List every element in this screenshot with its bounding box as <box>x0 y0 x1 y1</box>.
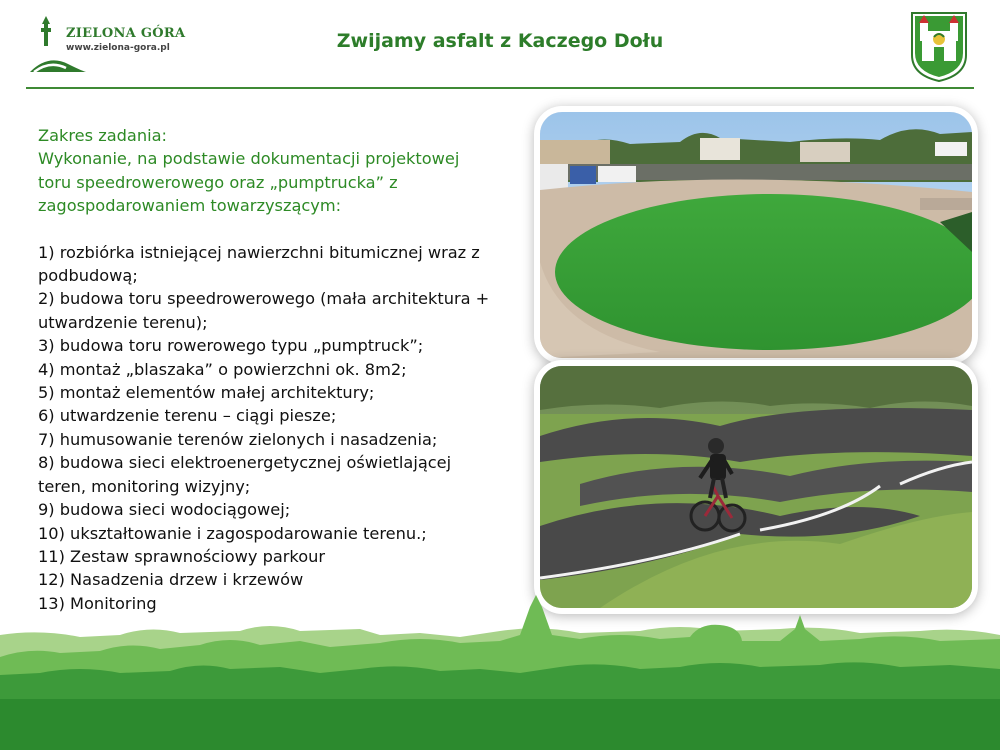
task-line: 8) budowa sieci elektroenergetycznej oświetlającej <box>38 453 452 473</box>
page-title: Zwijamy asfalt z Kaczego Dołu <box>336 30 664 52</box>
task-line: 7) humusowanie terenów zielonych i nasadzenia; <box>38 429 438 449</box>
intro-block <box>38 124 538 218</box>
city-skyline-decoration <box>0 595 1000 750</box>
task-line: 3) budowa toru rowerowego typu „pumptruck”; <box>38 336 424 356</box>
speedway-track-photo <box>540 112 972 358</box>
task-line: 4) montaż „blaszaka” o powierzchni ok. 8m2; <box>38 359 407 379</box>
task-line: 1) rozbiórka istniejącej nawierzchni bitumicznej wraz z <box>38 242 480 262</box>
intro-line: toru speedrowerowego oraz „pumptrucka” z <box>38 172 398 192</box>
task-scope <box>38 124 538 615</box>
pumptrack-photo <box>540 366 972 608</box>
city-crest-icon <box>910 11 968 83</box>
task-line: 5) montaż elementów małej architektury; <box>38 383 375 403</box>
intro-heading: Zakres zadania: <box>38 126 167 145</box>
city-logo[interactable] <box>28 14 186 80</box>
intro-line: Wykonanie, na podstawie dokumentacji projektowej <box>38 149 460 169</box>
task-line: 10) ukształtowanie i zagospodarowanie terenu.; <box>38 523 427 543</box>
task-line: podbudową; <box>38 266 138 286</box>
logo-url: www.zielona-gora.pl <box>66 43 170 53</box>
task-line: 6) utwardzenie terenu – ciągi piesze; <box>38 406 337 426</box>
task-list <box>38 241 538 616</box>
logo-name: ZIELONA GÓRA <box>66 26 186 41</box>
task-line: 13) Monitoring <box>38 593 157 613</box>
task-line: teren, monitoring wizyjny; <box>38 476 251 496</box>
task-line: 11) Zestaw sprawnościowy parkour <box>38 546 326 566</box>
task-line: 2) budowa toru speedrowerowego (mała architektura + <box>38 289 490 309</box>
task-line: utwardzenie terenu); <box>38 312 208 332</box>
task-line: 12) Nasadzenia drzew i krzewów <box>38 570 304 590</box>
header-divider <box>26 87 974 89</box>
intro-line: zagospodarowaniem towarzyszącym: <box>38 196 342 216</box>
task-line: 9) budowa sieci wodociągowej; <box>38 500 291 520</box>
